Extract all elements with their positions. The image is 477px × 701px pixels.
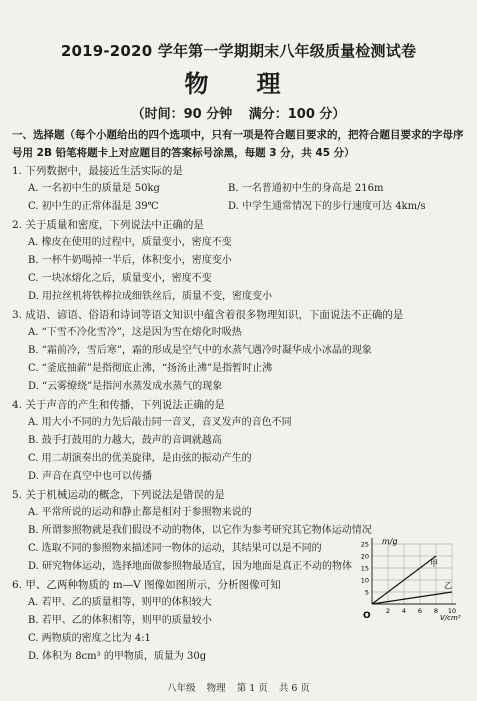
option-c: C. 用二胡演奏出的优美旋律，是由弦的振动产生的 [28, 453, 252, 464]
option-c: C. 初中生的正常体温是 39℃ [28, 201, 159, 212]
series-label-jia: 甲 [430, 559, 438, 568]
section-heading: 一、选择题（每个小题给出的四个选项中，只有一项是符合题目要求的，把符合题目要求的字母序号用 2B 铅笔将题卡上对应题目的答案标号涂黑，每题 3 分，共 45 分） [12, 129, 464, 159]
option-a: A. 一名初中生的质量是 50kg [28, 183, 160, 194]
page-footer [0, 680, 477, 694]
x-tick-label: 8 [433, 607, 439, 615]
series-line-yi [372, 592, 452, 604]
question-stem: 1. 下列数据中，最接近生活实际的是 [12, 165, 183, 177]
option-a: A. 若甲、乙的质量相等，则甲的体积较大 [28, 597, 212, 608]
question-stem: 3. 成语、谚语、俗语和诗词等语文知识中蕴含着很多物理知识，下面说法不正确的是 [12, 309, 404, 321]
series-label-yi: 乙 [444, 581, 452, 590]
option-a: A. “下雪不冷化雪冷”，这是因为雪在熔化时吸热 [28, 327, 242, 338]
option-a: A. 橡皮在使用的过程中，质量变小，密度不变 [28, 237, 232, 248]
y-tick-label: 20 [360, 552, 369, 561]
option-b: B. 一杯牛奶喝掉一半后，体积变小，密度变小 [28, 255, 232, 266]
question-stem: 6. 甲、乙两种物质的 m—V 图像如图所示，分析图像可知 [12, 579, 281, 591]
option-c: C. “釜底抽薪”是指彻底止沸，“扬汤止沸”是指暂时止沸 [28, 363, 273, 374]
option-b: B. 鼓手打鼓用的力越大，鼓声的音调就越高 [28, 435, 222, 446]
y-tick-label: 5 [364, 588, 369, 597]
x-tick-label: 4 [401, 607, 407, 615]
subject-title: 物 理 [184, 70, 293, 98]
option-d: D. 声音在真空中也可以传播 [28, 471, 153, 482]
exam-title: 2019-2020 学年第一学期期末八年级质量检测试卷 [60, 42, 417, 60]
option-c: C. 选取不同的参照物来描述同一物体的运动，其结果可以是不同的 [28, 543, 322, 554]
option-a: A. 用大小不同的力先后敲击同一音叉，音叉发声的音色不同 [28, 417, 292, 428]
option-d: D. 体积为 8cm³ 的甲物质，质量为 30g [28, 651, 207, 662]
option-c: C. 两物质的密度之比为 4:1 [28, 633, 151, 644]
footer-subject: 物理 [206, 683, 226, 694]
y-tick-label: 25 [360, 540, 369, 549]
x-tick-label: 2 [385, 607, 391, 615]
option-b: B. 所谓参照物就是我们假设不动的物体，以它作为参考研究其它物体运动情况 [28, 525, 372, 536]
option-c: C. 一块冰熔化之后，质量变小，密度不变 [28, 273, 212, 284]
footer-total: 共 6 页 [278, 683, 310, 694]
time-label: （时间：90 分钟 [131, 107, 233, 122]
footer-page: 第 1 页 [236, 683, 268, 694]
x-tick-label: 10 [447, 607, 457, 615]
question-stem: 2. 关于质量和密度，下列说法中正确的是 [12, 219, 204, 231]
option-d: D. 中学生通常情况下的步行速度可达 4km/s [228, 201, 426, 212]
time-score-line [0, 103, 477, 122]
y-tick-label: 15 [360, 564, 369, 573]
score-label: 满分：100 分） [248, 107, 346, 122]
y-axis-label: m/g [382, 537, 398, 546]
x-tick-label: 6 [417, 607, 423, 615]
footer-grade: 八年级 [167, 683, 196, 694]
option-d: D. 研究物体运动，选择地面做参照物最适宜，因为地面是真正不动的物体 [28, 561, 353, 572]
option-b: B. 一名普通初中生的身高是 216m [228, 183, 384, 194]
option-a: A. 平常所说的运动和静止都是相对于参照物来说的 [28, 507, 252, 518]
question-stem: 5. 关于机械运动的概念，下列说法是错误的是 [12, 489, 225, 501]
option-d: D. 用拉丝机将铁棒拉成细铁丝后，质量不变，密度变小 [28, 291, 273, 302]
option-b: B. 若甲、乙的体积相等，则甲的质量较小 [28, 615, 212, 626]
mv-graph [354, 534, 464, 624]
option-b: B. “霜前冷，雪后寒”，霜的形成是空气中的水蒸气遇冷时凝华成小冰晶的现象 [28, 345, 372, 356]
option-d: D. “云雾缭绕”是指河水蒸发成水蒸气的现象 [28, 381, 223, 392]
y-tick-label: 10 [360, 576, 369, 585]
origin-label: O [363, 611, 371, 621]
question-stem: 4. 关于声音的产生和传播，下列说法正确的是 [12, 399, 225, 411]
x-axis-label: V/cm³ [440, 614, 461, 622]
